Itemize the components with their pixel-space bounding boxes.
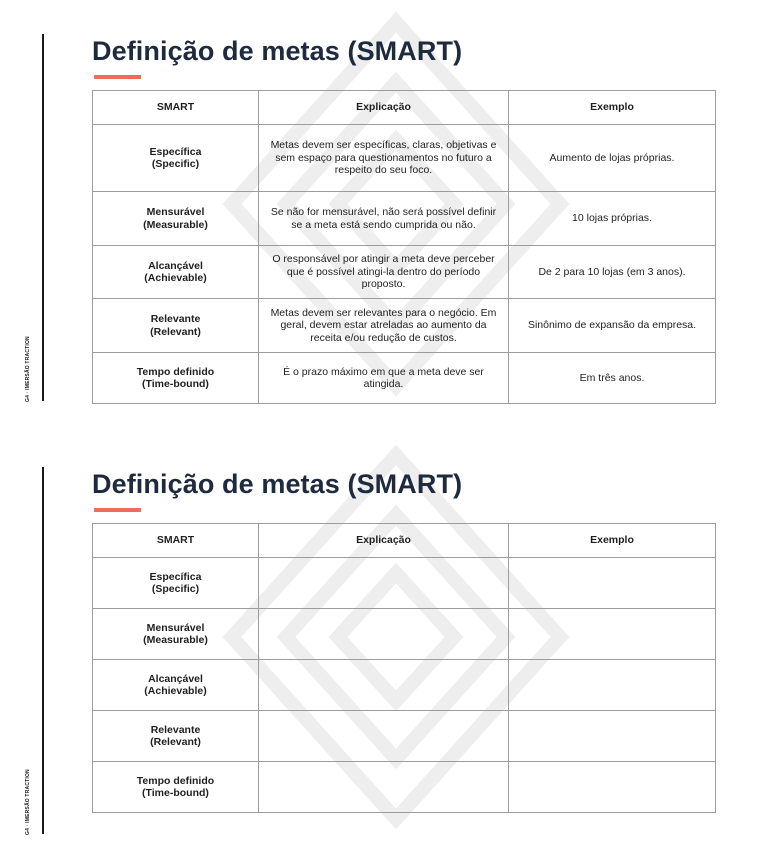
criterion-name: Mensurável (146, 206, 205, 218)
table-header-row (93, 91, 716, 125)
side-rule (42, 34, 44, 401)
page-title: Definição de metas (SMART) (92, 469, 463, 499)
example-cell[interactable] (509, 558, 716, 609)
table-row (93, 192, 716, 246)
criterion-english: (Measurable) (143, 218, 208, 231)
table-row (93, 246, 716, 299)
criterion-name: Relevante (150, 723, 201, 736)
example-cell: Aumento de lojas próprias. (509, 125, 716, 192)
criterion-name: Mensurável (146, 621, 205, 634)
explanation-cell[interactable] (259, 609, 509, 660)
criterion-cell (93, 353, 259, 404)
criterion-english: (Relevant) (150, 325, 201, 338)
criterion-cell (93, 711, 259, 762)
criterion-name: Tempo definido (136, 774, 215, 787)
explanation-cell[interactable] (259, 762, 509, 813)
smart-template-table (92, 523, 716, 813)
header-explicacao: Explicação (259, 524, 509, 558)
header-exemplo: Exemplo (509, 91, 716, 125)
example-cell[interactable] (509, 762, 716, 813)
header-smart: SMART (93, 524, 259, 558)
table-row (93, 711, 716, 762)
explanation-cell: Se não for mensurável, não será possível definir se a meta está sendo cumprida ou não. (259, 192, 509, 246)
criterion-english: (Specific) (151, 583, 200, 595)
table-row (93, 762, 716, 813)
example-cell[interactable] (509, 609, 716, 660)
criterion-name: Específica (149, 570, 202, 583)
page-title: Definição de metas (SMART) (92, 36, 463, 66)
criterion-name: Alcançável (148, 259, 203, 272)
table-header-row (93, 524, 716, 558)
explanation-cell: É o prazo máximo em que a meta deve ser atingida. (259, 353, 509, 404)
explanation-cell[interactable] (259, 558, 509, 609)
criterion-cell (93, 246, 259, 299)
criterion-name: Alcançável (148, 672, 203, 685)
table-row (93, 558, 716, 609)
example-cell: 10 lojas próprias. (509, 192, 716, 246)
explanation-cell[interactable] (259, 660, 509, 711)
slide-blank-template (0, 433, 768, 866)
criterion-name: Relevante (150, 313, 201, 325)
title-accent-bar (94, 508, 141, 512)
criterion-english: (Relevant) (150, 736, 201, 748)
criterion-english: (Achievable) (144, 272, 207, 284)
explanation-cell: Metas devem ser relevantes para o negócio. Em geral, devem estar atreladas ao aumento da receita e/ou redução de custos. (259, 299, 509, 353)
example-cell[interactable] (509, 711, 716, 762)
header-explicacao: Explicação (259, 91, 509, 125)
explanation-cell[interactable] (259, 711, 509, 762)
criterion-name: Tempo definido (136, 365, 215, 378)
table-row (93, 660, 716, 711)
criterion-english: (Achievable) (144, 685, 207, 697)
criterion-english: (Specific) (151, 158, 200, 170)
title-accent-bar (94, 75, 141, 79)
example-cell[interactable] (509, 660, 716, 711)
criterion-cell (93, 192, 259, 246)
side-brand-label: G4 · IMERSÃO TRACTION (25, 336, 31, 402)
side-rule (42, 467, 44, 834)
criterion-english: (Time-bound) (142, 787, 209, 799)
table-row (93, 299, 716, 353)
explanation-cell: Metas devem ser específicas, claras, objetivas e sem espaço para questionamentos no futuro a respeito do seu foco. (259, 125, 509, 192)
table-row (93, 609, 716, 660)
example-cell: Em três anos. (509, 353, 716, 404)
header-smart: SMART (93, 91, 259, 125)
criterion-name: Específica (149, 145, 202, 158)
criterion-cell (93, 299, 259, 353)
criterion-cell (93, 125, 259, 192)
table-row (93, 125, 716, 192)
example-cell: Sinônimo de expansão da empresa. (509, 299, 716, 353)
header-exemplo: Exemplo (509, 524, 716, 558)
example-cell: De 2 para 10 lojas (em 3 anos). (509, 246, 716, 299)
explanation-cell: O responsável por atingir a meta deve perceber que é possível atingi-la dentro do período proposto. (259, 246, 509, 299)
criterion-cell (93, 558, 259, 609)
criterion-english: (Time-bound) (142, 378, 209, 390)
smart-table (92, 90, 716, 404)
table-row (93, 353, 716, 404)
criterion-cell (93, 762, 259, 813)
side-brand-label: G4 · IMERSÃO TRACTION (25, 769, 31, 835)
criterion-english: (Measurable) (143, 634, 208, 646)
criterion-cell (93, 609, 259, 660)
criterion-cell (93, 660, 259, 711)
